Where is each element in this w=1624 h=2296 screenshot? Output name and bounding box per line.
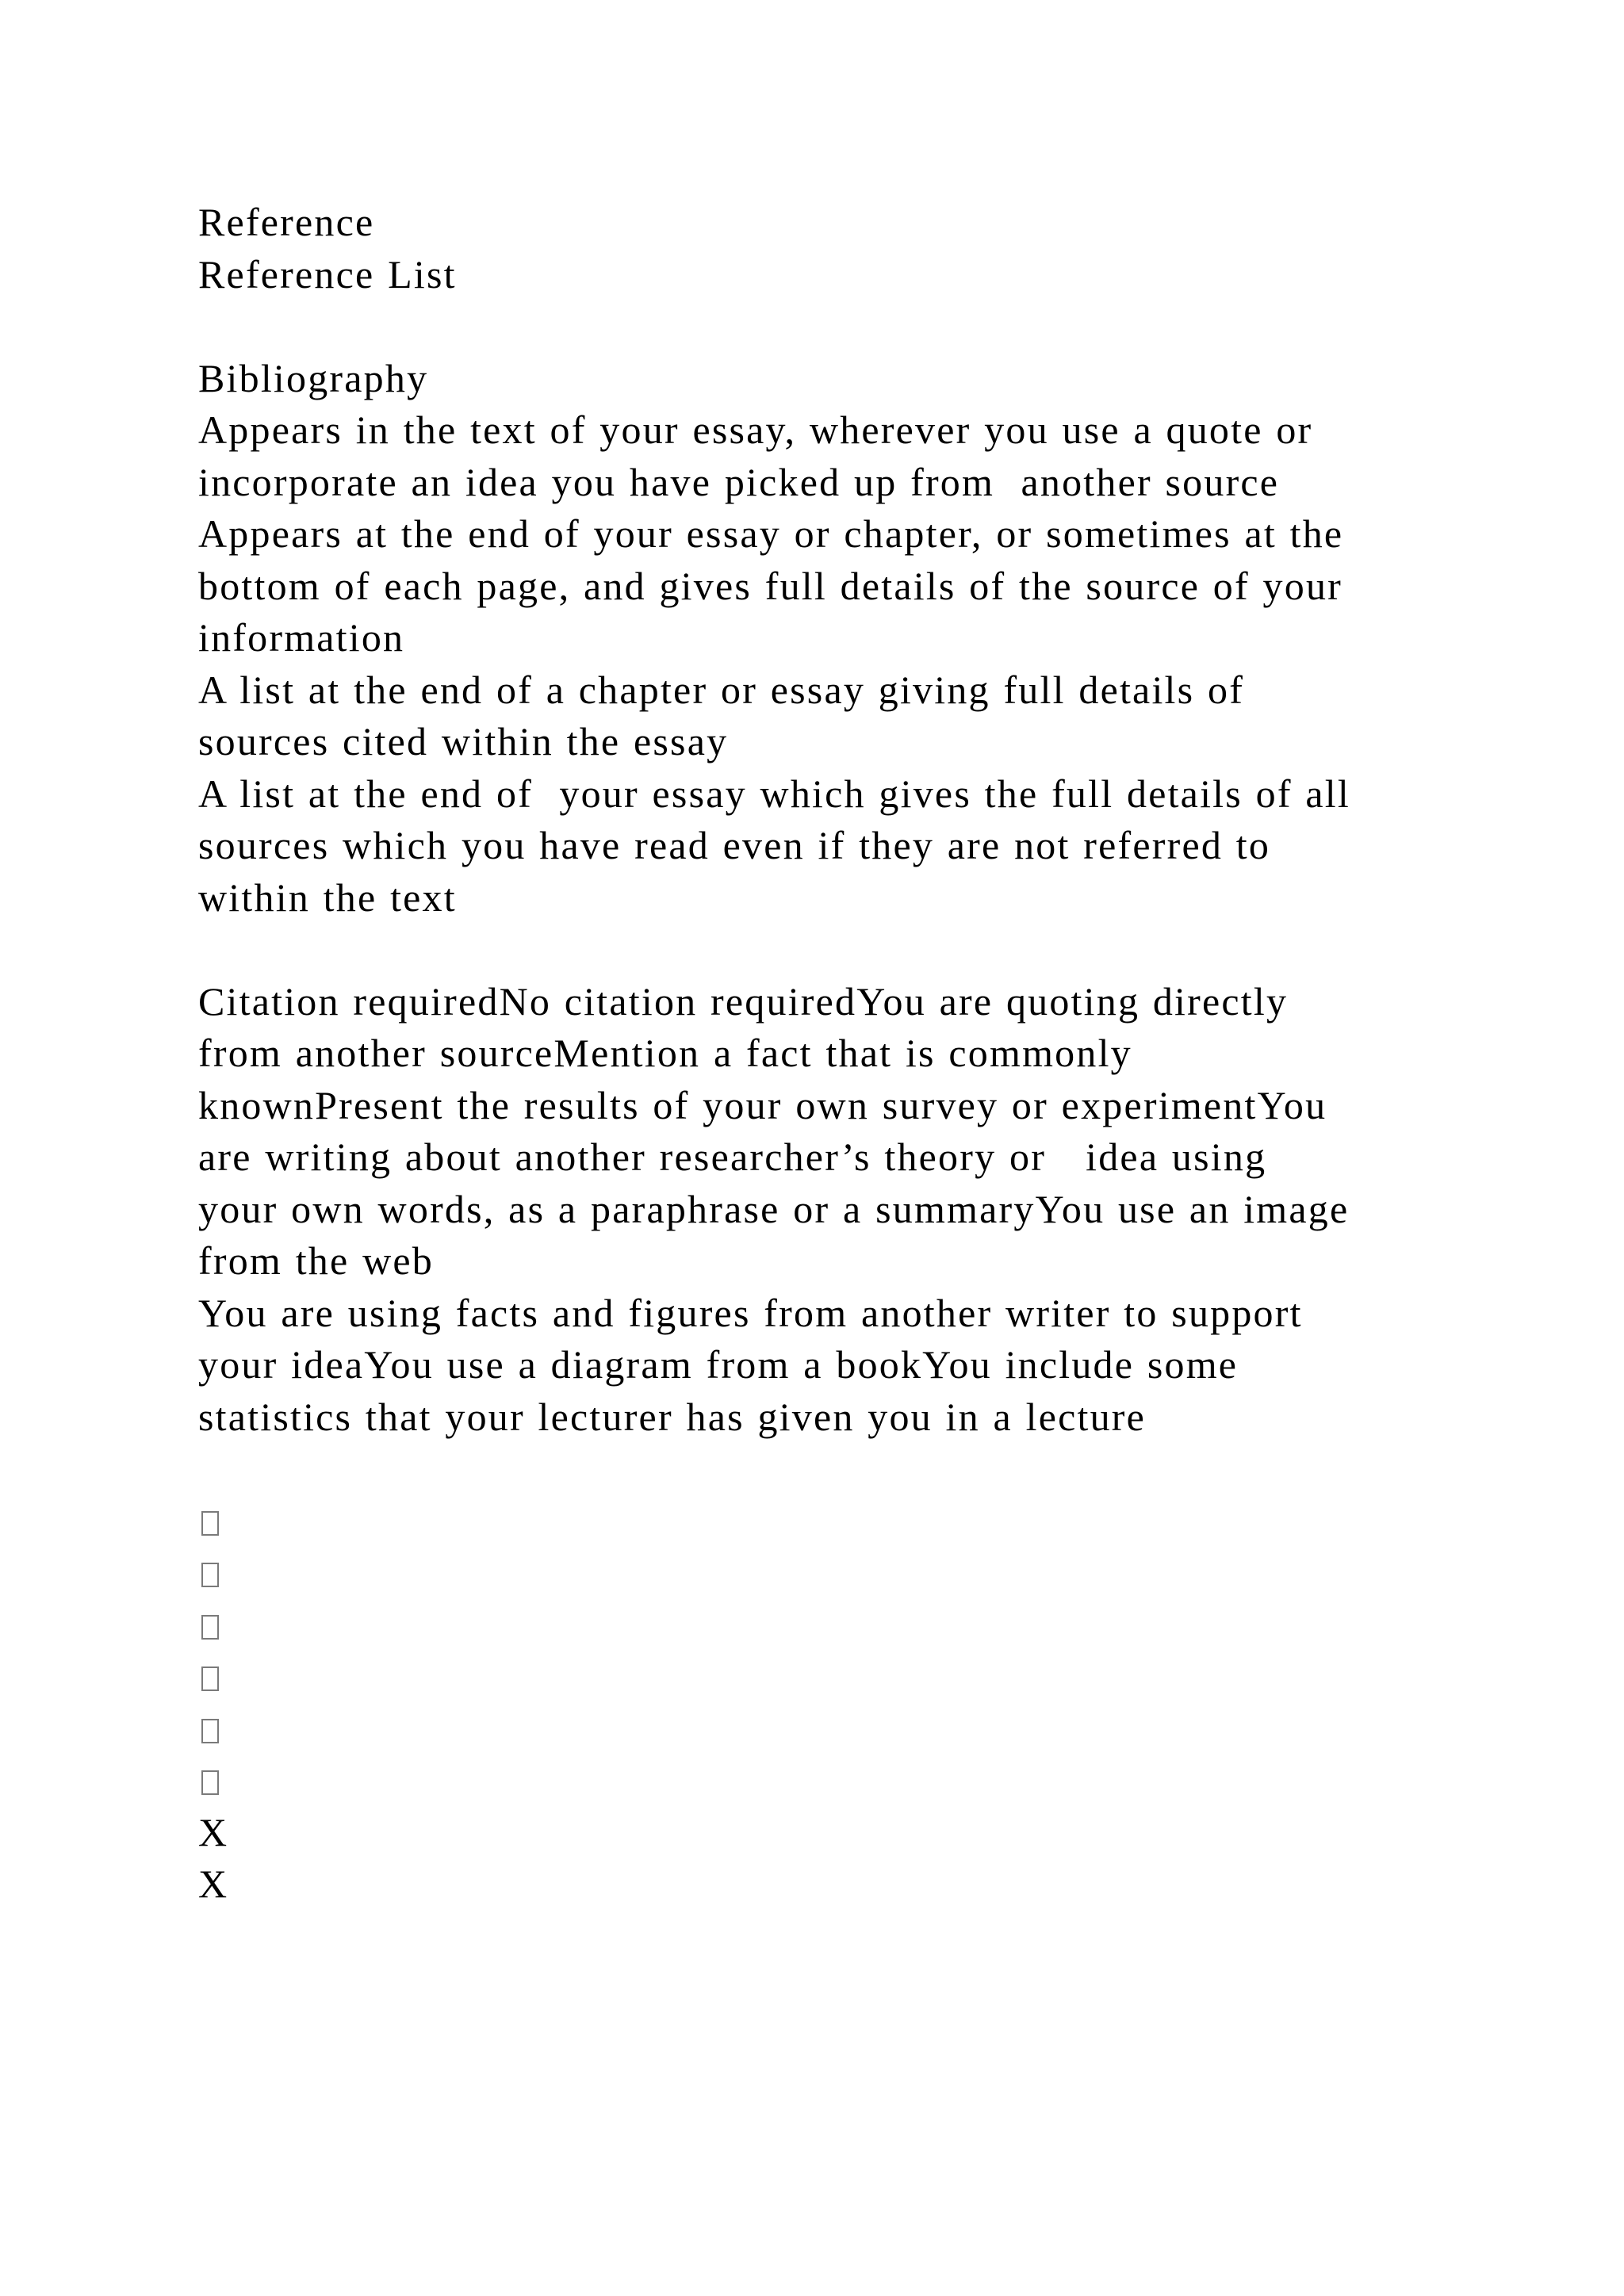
- empty-box-icon: [201, 1563, 219, 1587]
- checkbox-row: [198, 1651, 1499, 1703]
- definition-line: incorporate an idea you have picked up from another source: [198, 459, 1280, 504]
- empty-box-icon: [201, 1615, 219, 1640]
- scenario-line: your ideaYou use a diagram from a bookYou include some: [198, 1342, 1239, 1387]
- empty-box-icon: [201, 1511, 219, 1536]
- spacer: [198, 1443, 1499, 1495]
- spacer: [198, 300, 1499, 353]
- definition-line: sources cited within the essay: [198, 719, 729, 763]
- spacer: [198, 924, 1499, 976]
- scenario-line: your own words, as a paraphrase or a summaryYou use an image: [198, 1186, 1350, 1231]
- x-mark: X: [198, 1862, 229, 1906]
- checkbox-row: [198, 1755, 1499, 1807]
- heading-reference-list: Reference List: [198, 251, 457, 297]
- scenario-line: from another sourceMention a fact that is commonly: [198, 1031, 1132, 1075]
- definition-line: Bibliography: [198, 355, 429, 400]
- definition-line: A list at the end of your essay which gives the full details of all: [198, 771, 1350, 816]
- empty-box-icon: [201, 1770, 219, 1795]
- heading-reference: Reference: [198, 200, 375, 244]
- scenario-line: statistics that your lecturer has given you in a lecture: [198, 1394, 1147, 1439]
- scenario-line: You are using facts and figures from another writer to support: [198, 1290, 1303, 1335]
- definition-line: within the text: [198, 874, 457, 920]
- document-body: [198, 197, 1499, 1911]
- definition-line: sources which you have read even if they are not referred to: [198, 823, 1271, 867]
- scenario-line: Citation requiredNo citation requiredYou are quoting directly: [198, 978, 1289, 1024]
- checkbox-row: [198, 1703, 1499, 1755]
- checkbox-row: [198, 1599, 1499, 1651]
- empty-box-icon: [201, 1667, 219, 1691]
- definition-line: Appears in the text of your essay, wherever you use a quote or: [198, 408, 1313, 452]
- definition-line: bottom of each page, and gives full details of the source of your: [198, 563, 1343, 608]
- checkbox-row: [198, 1495, 1499, 1548]
- scenario-line: are writing about another researcher’s theory or idea using: [198, 1135, 1267, 1179]
- scenario-line: from the web: [198, 1238, 434, 1283]
- x-mark: X: [198, 1809, 229, 1854]
- scenario-line: knownPresent the results of your own survey or experimentYou: [198, 1082, 1327, 1127]
- definition-line: A list at the end of a chapter or essay giving full details of: [198, 667, 1245, 712]
- definition-line: information: [198, 615, 405, 660]
- empty-box-icon: [201, 1719, 219, 1743]
- definition-line: Appears at the end of your essay or chapter, or sometimes at the: [198, 511, 1344, 556]
- checkbox-row: [198, 1547, 1499, 1599]
